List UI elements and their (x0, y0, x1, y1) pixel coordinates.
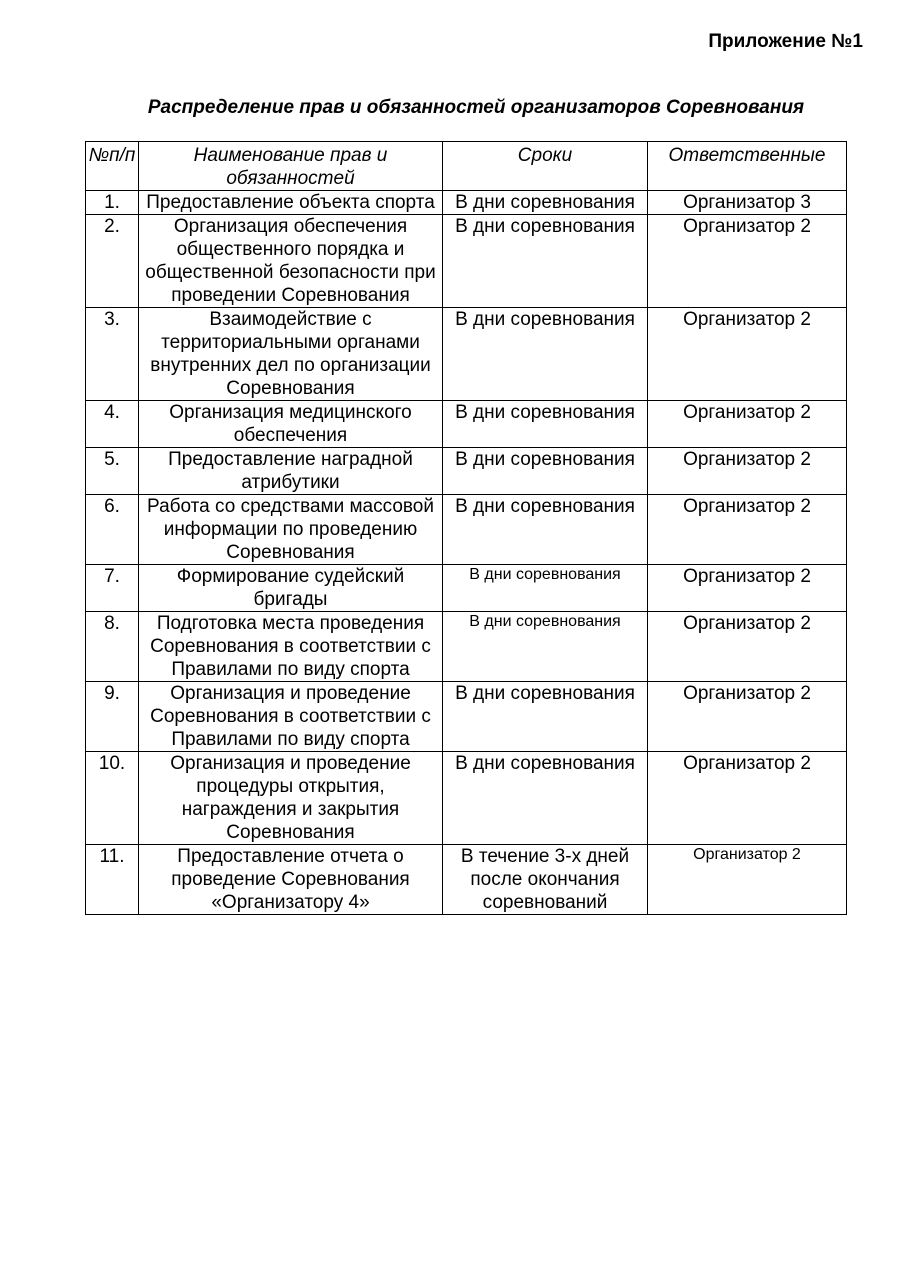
appendix-label: Приложение №1 (708, 31, 863, 52)
row-term: В дни соревнования (443, 215, 648, 308)
column-header-responsible: Ответственные (648, 142, 847, 191)
table-row (86, 191, 847, 215)
table-row (86, 448, 847, 495)
row-number: 9. (86, 682, 139, 752)
row-name: Предоставление наградной атрибутики (139, 448, 443, 495)
rights-table (85, 141, 847, 915)
table-row (86, 565, 847, 612)
row-term: В дни соревнования (443, 612, 648, 682)
row-responsible: Организатор 2 (648, 752, 847, 845)
row-number: 2. (86, 215, 139, 308)
column-header-term: Сроки (443, 142, 648, 191)
row-name: Подготовка места проведения Соревнования в соответствии с Правилами по виду спорта (139, 612, 443, 682)
row-responsible: Организатор 2 (648, 495, 847, 565)
table-row (86, 495, 847, 565)
table-row (86, 752, 847, 845)
row-name: Формирование судейский бригады (139, 565, 443, 612)
column-header-name: Наименование прав и обязанностей (139, 142, 443, 191)
row-name: Организация и проведение процедуры открытия, награждения и закрытия Соревнования (139, 752, 443, 845)
row-name: Работа со средствами массовой информации по проведению Соревнования (139, 495, 443, 565)
row-responsible: Организатор 2 (648, 682, 847, 752)
table-row (86, 401, 847, 448)
row-number: 5. (86, 448, 139, 495)
row-number: 1. (86, 191, 139, 215)
row-term: В дни соревнования (443, 752, 648, 845)
row-responsible: Организатор 2 (648, 612, 847, 682)
row-responsible: Организатор 2 (648, 565, 847, 612)
column-header-number: №п/п (86, 142, 139, 191)
row-name: Предоставление отчета о проведение Соревнования «Организатору 4» (139, 845, 443, 915)
row-number: 7. (86, 565, 139, 612)
row-responsible: Организатор 2 (648, 308, 847, 401)
row-name: Организация обеспечения общественного порядка и общественной безопасности при проведении Соревнования (139, 215, 443, 308)
table-row (86, 308, 847, 401)
row-number: 6. (86, 495, 139, 565)
row-responsible: Организатор 2 (648, 845, 847, 915)
row-name: Предоставление объекта спорта (139, 191, 443, 215)
row-number: 8. (86, 612, 139, 682)
row-responsible: Организатор 3 (648, 191, 847, 215)
row-term: В дни соревнования (443, 448, 648, 495)
table-row (86, 612, 847, 682)
row-name: Организация медицинского обеспечения (139, 401, 443, 448)
table-row (86, 682, 847, 752)
row-name: Взаимодействие с территориальными органами внутренних дел по организации Соревнования (139, 308, 443, 401)
row-term: В течение 3-х дней после окончания соревнований (443, 845, 648, 915)
row-term: В дни соревнования (443, 401, 648, 448)
row-number: 11. (86, 845, 139, 915)
row-term: В дни соревнования (443, 308, 648, 401)
row-responsible: Организатор 2 (648, 215, 847, 308)
document-title: Распределение прав и обязанностей организаторов Соревнования (147, 97, 805, 118)
row-number: 10. (86, 752, 139, 845)
row-term: В дни соревнования (443, 495, 648, 565)
table-row (86, 845, 847, 915)
row-term: В дни соревнования (443, 191, 648, 215)
row-responsible: Организатор 2 (648, 401, 847, 448)
row-responsible: Организатор 2 (648, 448, 847, 495)
row-term: В дни соревнования (443, 565, 648, 612)
row-number: 4. (86, 401, 139, 448)
row-name: Организация и проведение Соревнования в соответствии с Правилами по виду спорта (139, 682, 443, 752)
table-row (86, 215, 847, 308)
row-term: В дни соревнования (443, 682, 648, 752)
row-number: 3. (86, 308, 139, 401)
table-header-row (86, 142, 847, 191)
